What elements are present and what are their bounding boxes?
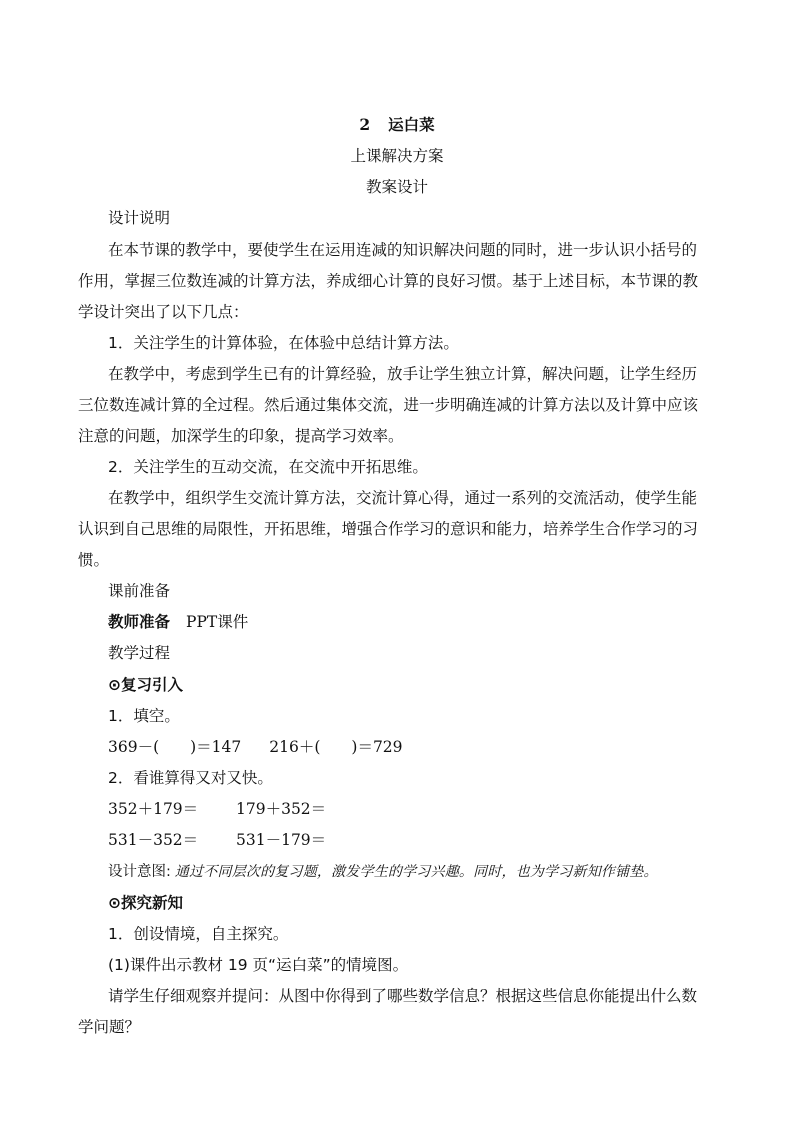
subtitle-design: 教案设计	[365, 178, 428, 196]
paragraph-line: 作用，掌握三位数连减的计算方法，养成细心计算的良好习惯。基于上述目标，本节课的教	[78, 272, 699, 290]
paragraph-line: 请学生仔细观察并提问：从图中你得到了哪些数学信息？根据这些信息你能提出什么数	[108, 987, 698, 1005]
explore-sub-item: (1)课件出示教材 19 页“运白菜”的情境图。	[108, 956, 409, 974]
explore-item: 1．创设情境，自主探究。	[108, 925, 289, 943]
point-two: 2．关注学生的互动交流，在交流中开拓思维。	[108, 458, 428, 476]
item-quick-calc: 2．看谁算得又对又快。	[108, 769, 273, 787]
design-intent-label: 设计意图:	[108, 864, 171, 880]
subtitle-solution: 上课解决方案	[350, 147, 444, 165]
fill-blank-row	[108, 737, 403, 757]
prep-heading: 课前准备	[108, 582, 171, 600]
paragraph-line: 在教学中，组织学生交流计算方法，交流计算心得，通过一系列的交流活动，使学生能	[108, 489, 698, 507]
design-intent-text: 通过不同层次的复习题，激发学生的学习兴趣。同时，也为学习新知作铺垫。	[174, 864, 658, 880]
explore-heading: ⊙探究新知	[108, 894, 183, 912]
lesson-name: 运白菜	[388, 115, 435, 134]
paragraph-line: 学设计突出了以下几点：	[78, 303, 249, 321]
paragraph-line: 认识到自己思维的局限性，开拓思维，增强合作学习的意识和能力，培养学生合作学习的习	[78, 520, 699, 538]
paragraph-line: 在教学中，考虑到学生已有的计算经验，放手让学生独立计算，解决问题，让学生经历	[108, 365, 698, 383]
paragraph-line: 三位数连减计算的全过程。然后通过集体交流，进一步明确连减的计算方法以及计算中应该	[78, 396, 699, 414]
calc-row	[108, 830, 326, 850]
calc-expression: 531－352＝	[108, 831, 199, 849]
calc-expression: 179＋352＝	[236, 800, 327, 818]
teacher-prep	[108, 612, 248, 632]
paragraph-line: 注意的问题，加深学生的印象，提高学习效率。	[78, 427, 404, 445]
process-heading: 教学过程	[108, 644, 171, 662]
design-intent	[108, 861, 658, 882]
paragraph-line: 惯。	[78, 551, 110, 569]
fill-blank-a: 369－( )＝147	[108, 738, 242, 756]
item-fill-blank: 1．填空。	[108, 707, 180, 725]
design-note-heading: 设计说明	[108, 209, 171, 227]
teacher-prep-value: PPT课件	[186, 613, 249, 631]
fill-blank-b: 216＋( )＝729	[269, 738, 403, 756]
calc-expression: 531－179＝	[236, 831, 327, 849]
calc-expression: 352＋179＝	[108, 800, 199, 818]
paragraph-line: 在本节课的教学中，要使学生在运用连减的知识解决问题的同时，进一步认识小括号的	[108, 241, 698, 259]
lesson-title	[0, 115, 794, 135]
teacher-prep-label: 教师准备	[108, 613, 171, 631]
point-one: 1．关注学生的计算体验，在体验中总结计算方法。	[108, 334, 459, 352]
review-heading: ⊙复习引入	[108, 676, 183, 694]
calc-row	[108, 799, 326, 819]
lesson-number: 2	[359, 115, 371, 134]
paragraph-line: 学问题？	[78, 1018, 141, 1036]
